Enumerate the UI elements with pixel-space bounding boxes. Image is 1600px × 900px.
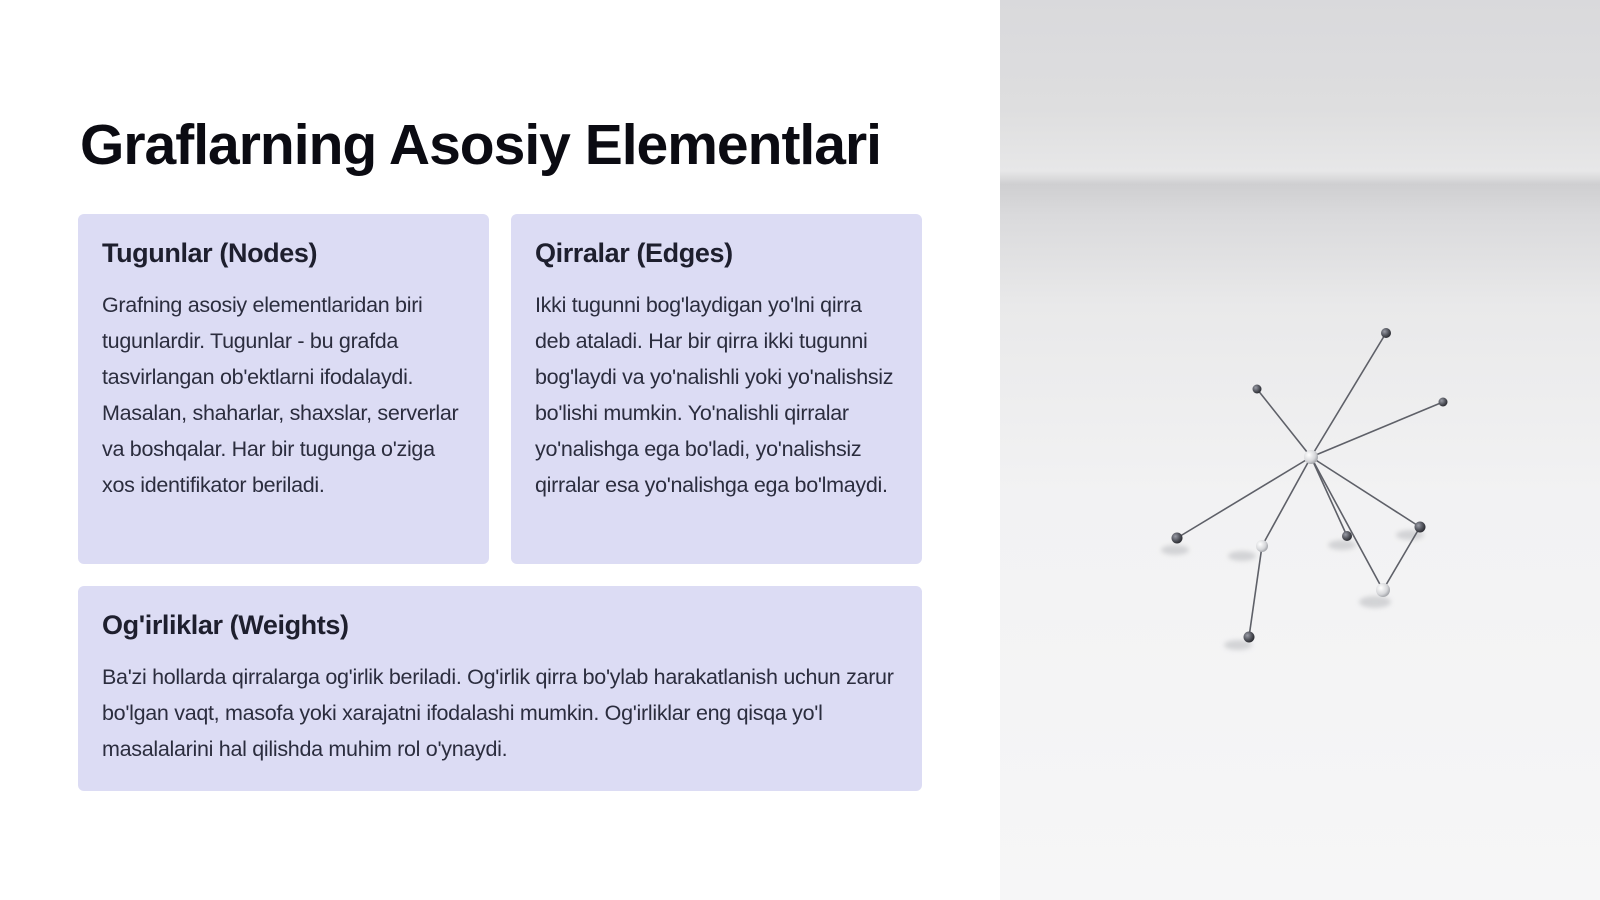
card-weights	[78, 586, 922, 791]
pin-heads	[1172, 328, 1448, 643]
card-heading: Og'irliklar (Weights)	[102, 610, 349, 640]
card-body: Ikki tugunni bog'laydigan yo'lni qirra deb ataladi. Har bir qirra ikki tugunni bog'laydi va yo'nalishli yoki yo'nalishsiz bo'lishi mumkin. Yo'nalishli qirralar yo'nalishga ega bo'ladi, yo'nalishsiz qirralar esa yo'nalishga ega bo'lmaydi.	[535, 293, 894, 497]
card-nodes	[78, 214, 489, 564]
card-body: Ba'zi hollarda qirralarga og'irlik beriladi. Og'irlik qirra bo'ylab harakatlanish uchun zarur bo'lgan vaqt, masofa yoki xarajatni ifodalashi mumkin. Og'irliklar eng qisqa yo'l masalalarini hal qilishda muhim rol o'ynaydi.	[102, 665, 894, 761]
card-heading: Qirralar (Edges)	[535, 238, 733, 268]
card-edges	[511, 214, 922, 564]
card-heading: Tugunlar (Nodes)	[102, 238, 318, 268]
network-pins-photo	[1000, 0, 1600, 900]
slide-title: Graflarning Asosiy Elementlari	[80, 113, 881, 177]
pin-network-illustration	[1000, 0, 1600, 900]
card-body: Grafning asosiy elementlaridan biri tugunlardir. Tugunlar - bu grafda tasvirlangan ob'ektlarni ifodalaydi. Masalan, shaharlar, shaxslar, serverlar va boshqalar. Har bir tugunga o'ziga xos identifikator beriladi.	[102, 293, 459, 497]
